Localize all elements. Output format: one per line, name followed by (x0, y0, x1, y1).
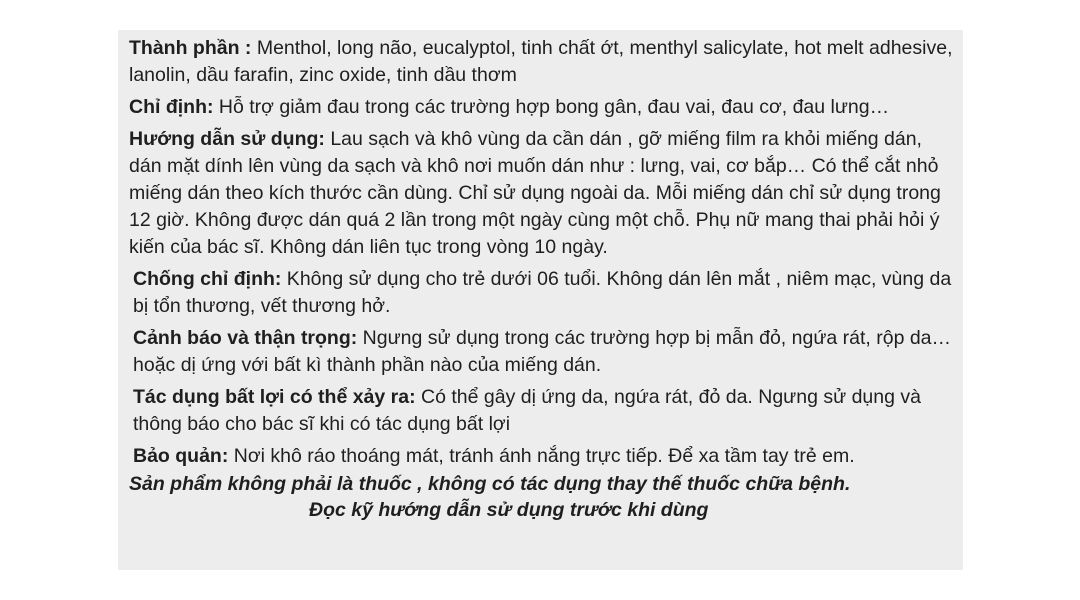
side-effects-text: Có thể gây dị ứng da, ngứa rát, đỏ da. Ngưng sử dụng và thông báo cho bác sĩ khi có tác dụng bất lợi (133, 386, 921, 435)
usage-instructions-section (129, 126, 955, 261)
storage-text: Nơi khô ráo thoáng mát, tránh ánh nắng trực tiếp. Để xa tầm tay trẻ em. (228, 445, 855, 467)
storage-heading: Bảo quản: (133, 445, 229, 467)
ingredients-heading: Thành phần : (129, 37, 252, 59)
ingredients-text: Menthol, long não, eucalyptol, tinh chất ớt, menthyl salicylate, hot melt adhesive, lanolin, dầu farafin, zinc oxide, tinh dầu thơm (129, 37, 953, 86)
product-label-panel (118, 30, 963, 570)
warnings-text: Ngưng sử dụng trong các trường hợp bị mẫn đỏ, ngứa rát, rộp da…hoặc dị ứng với bất kì thành phần nào của miếng dán. (133, 327, 952, 376)
side-effects-heading: Tác dụng bất lợi có thể xảy ra: (133, 386, 416, 408)
ingredients-section (129, 35, 955, 89)
warnings-heading: Cảnh báo và thận trọng: (133, 327, 358, 349)
usage-instructions-heading: Hướng dẫn sử dụng: (129, 128, 325, 150)
read-instructions-note: Đọc kỹ hướng dẫn sử dụng trước khi dùng (309, 499, 709, 521)
side-effects-section (129, 384, 955, 438)
contraindications-section (129, 266, 955, 320)
warnings-section (129, 325, 955, 379)
not-medicine-note: Sản phẩm không phải là thuốc , không có tác dụng thay thế thuốc chữa bệnh. (129, 473, 851, 495)
indications-heading: Chỉ định: (129, 96, 214, 118)
usage-instructions-text: Lau sạch và khô vùng da cần dán , gỡ miếng film ra khỏi miếng dán, dán mặt dính lên vùng da sạch và khô nơi muốn dán như : lưng, vai, cơ bắp… Có thể cắt nhỏ miếng dán theo kích thước cần dùng. Chỉ sử dụng ngoài da. Mỗi miếng dán chỉ sử dụng trong 12 giờ. Không được dán quá 2 lần trong một ngày cùng một chỗ. Phụ nữ mang thai phải hỏi ý kiến của bác sĩ. Không dán liên tục trong vòng 10 ngày. (129, 128, 941, 258)
contraindications-text: Không sử dụng cho trẻ dưới 06 tuổi. Không dán lên mắt , niêm mạc, vùng da bị tổn thương, vết thương hở. (133, 268, 952, 317)
indications-text: Hỗ trợ giảm đau trong các trường hợp bong gân, đau vai, đau cơ, đau lưng… (213, 96, 890, 118)
indications-section (129, 94, 955, 121)
contraindications-heading: Chống chỉ định: (133, 268, 282, 290)
storage-section (129, 443, 955, 470)
